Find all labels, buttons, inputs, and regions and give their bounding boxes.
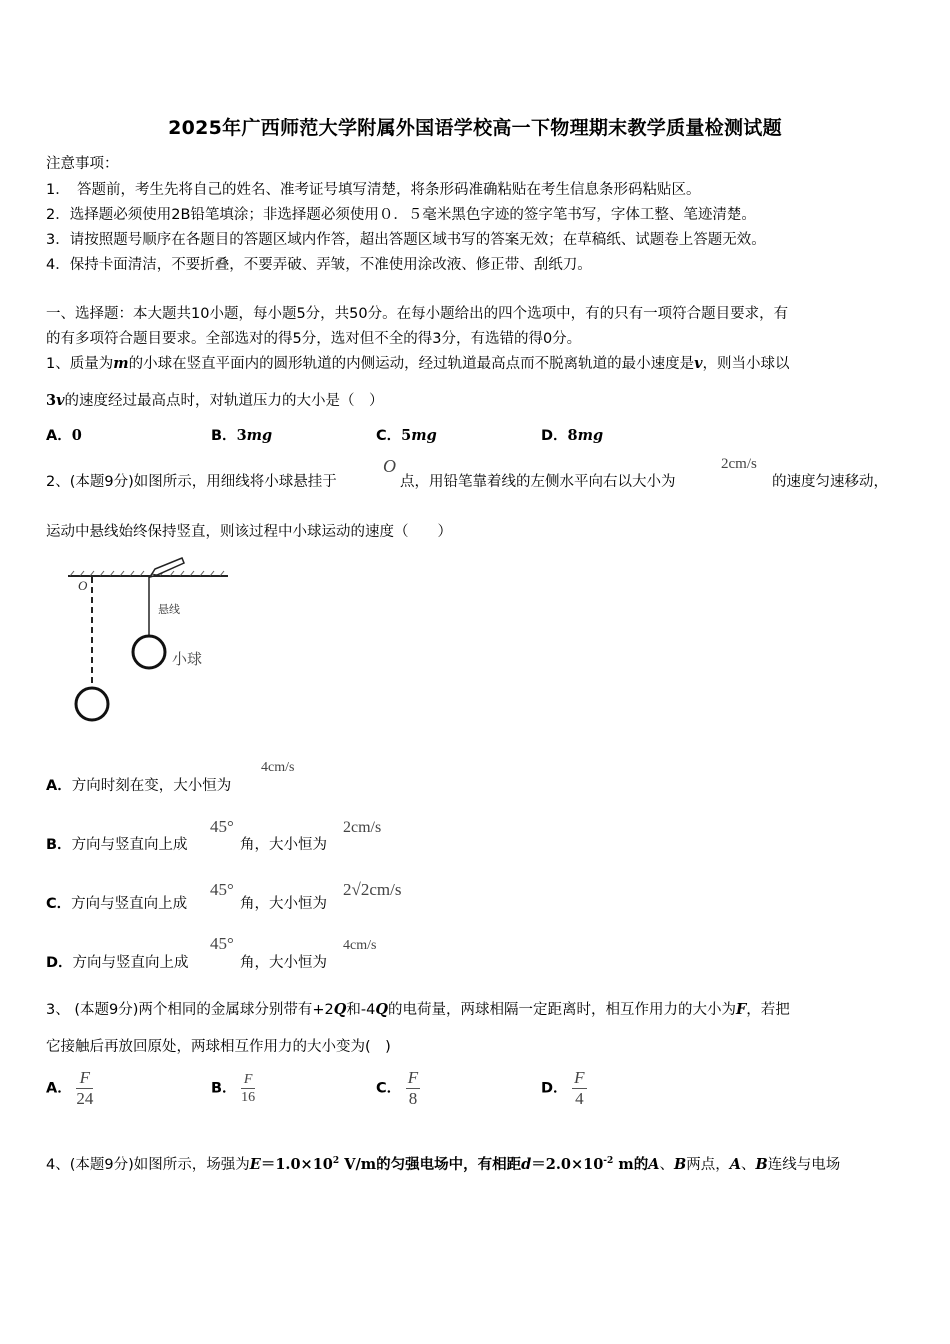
question-3-line-1: 3、 (本题9分)两个相同的金属球分别带有+2Q和-4Q的电荷量，两球相隔一定距离时，相互作用力的大小为F，若把 — [46, 1001, 790, 1018]
pendulum-figure — [60, 555, 240, 730]
notice-heading: 注意事项： — [46, 156, 119, 172]
q2-option-c[interactable]: C．方向与竖直向上成 — [46, 896, 188, 912]
question-2-line-1c: 的速度匀速移动， — [772, 474, 888, 490]
question-2-line-1b: 点，用铅笔靠着线的左侧水平向右以大小为 — [400, 474, 676, 490]
q2-option-d-text: 角，大小恒为 — [240, 955, 327, 971]
figure-o-label: O — [78, 578, 88, 593]
question-4-line-1: 4、(本题9分)如图所示，场强为$E=1.0\times 10^2$ V/m的匀强电场中，有相距$d=2.0\times 10^{-2}$ m的A、B两点，A、B连线与电场 — [46, 1156, 841, 1173]
q2-option-c-value: 2√2cm/s — [343, 880, 402, 899]
q3-option-c[interactable]: C． $\frac{F}{8}$ — [376, 1068, 419, 1108]
question-2-line-1a: 2、(本题9分)如图所示，用细线将小球悬挂于 — [46, 474, 337, 490]
fraction-f-8: $\frac{F}{8}$ — [407, 1068, 419, 1108]
question-2-line-2: 运动中悬线始终保持竖直，则该过程中小球运动的速度（ ） — [46, 524, 452, 540]
fraction-f-16: $\frac{F}{16}$ — [241, 1072, 256, 1105]
notice-item-3: 3．请按照题号顺序在各题目的答题区域内作答，超出答题区域书写的答案无效；在草稿纸、试题卷上答题无效。 — [46, 232, 766, 248]
notice-item-4: 4．保持卡面清洁，不要折叠，不要弄破、弄皱，不准使用涂改液、修正带、刮纸刀。 — [46, 257, 592, 273]
q2-option-b-value: 2cm/s — [343, 819, 382, 836]
q2-option-c-angle: 45° — [210, 880, 234, 899]
notice-item-1: 1． 答题前，考生先将自己的姓名、准考证号填写清楚，将条形码准确粘贴在考生信息条形码粘贴区。 — [46, 182, 701, 198]
q2-option-b-text: 角，大小恒为 — [240, 837, 327, 853]
q3-option-a[interactable]: A． $\frac{F}{24}$ — [46, 1068, 94, 1108]
q1-option-c[interactable]: C．5mg — [376, 427, 437, 444]
q2-option-d-angle: 45° — [210, 934, 234, 953]
question-1-line-1: 1、质量为m的小球在竖直平面内的圆形轨道的内侧运动，经过轨道最高点而不脱离轨道的最小速度是v，则当小球以 — [46, 355, 790, 372]
initial-ball — [76, 688, 108, 720]
q2-option-c-text: 角，大小恒为 — [240, 896, 327, 912]
question-1-line-2: 3v的速度经过最高点时，对轨道压力的大小是（ ） — [46, 392, 384, 409]
pencil-icon — [150, 558, 184, 577]
q2-option-a[interactable]: A．方向时刻在变，大小恒为 — [46, 778, 232, 794]
question-3-line-2: 它接触后再放回原处，两球相互作用力的大小变为( ) — [46, 1039, 391, 1055]
q2-option-b[interactable]: B．方向与竖直向上成 — [46, 837, 188, 853]
q2-option-b-angle: 45° — [210, 817, 234, 836]
ball — [133, 636, 165, 668]
notice-item-2: 2．选择题必须使用2B铅笔填涂；非选择题必须使用０．５毫米黑色字迹的签字笔书写，字体工整、笔迹清楚。 — [46, 207, 756, 223]
q2-option-d-value: 4cm/s — [343, 938, 377, 953]
q1-option-d[interactable]: D．8mg — [541, 427, 604, 444]
section-intro-line-1: 一、选择题：本大题共10小题，每小题5分，共50分。在每小题给出的四个选项中，有的只有一项符合题目要求，有 — [46, 306, 789, 322]
fraction-f-4: $\frac{F}{4}$ — [574, 1068, 585, 1108]
q2-option-d[interactable]: D．方向与竖直向上成 — [46, 955, 189, 971]
q3-option-d[interactable]: D． $\frac{F}{4}$ — [541, 1068, 585, 1108]
q2-option-a-value: 4cm/s — [261, 760, 295, 775]
section-intro-line-2: 的有多项符合题目要求。全部选对的得5分，选对但不全的得3分，有选错的得0分。 — [46, 331, 582, 347]
q1-option-b[interactable]: B．3mg — [211, 427, 273, 444]
page-title: 2025年广西师范大学附属外国语学校高一下物理期末教学质量检测试题 — [168, 117, 782, 139]
speed-value: 2cm/s — [721, 456, 757, 472]
q3-option-b[interactable]: B． $\frac{F}{16}$ — [211, 1072, 256, 1105]
figure-string-label: 悬线 — [158, 603, 180, 616]
point-o-symbol: O — [383, 456, 396, 476]
figure-ball-label: 小球 — [172, 650, 203, 668]
fraction-f-24: $\frac{F}{24}$ — [76, 1068, 94, 1108]
q1-option-a[interactable]: A．0 — [46, 427, 82, 444]
